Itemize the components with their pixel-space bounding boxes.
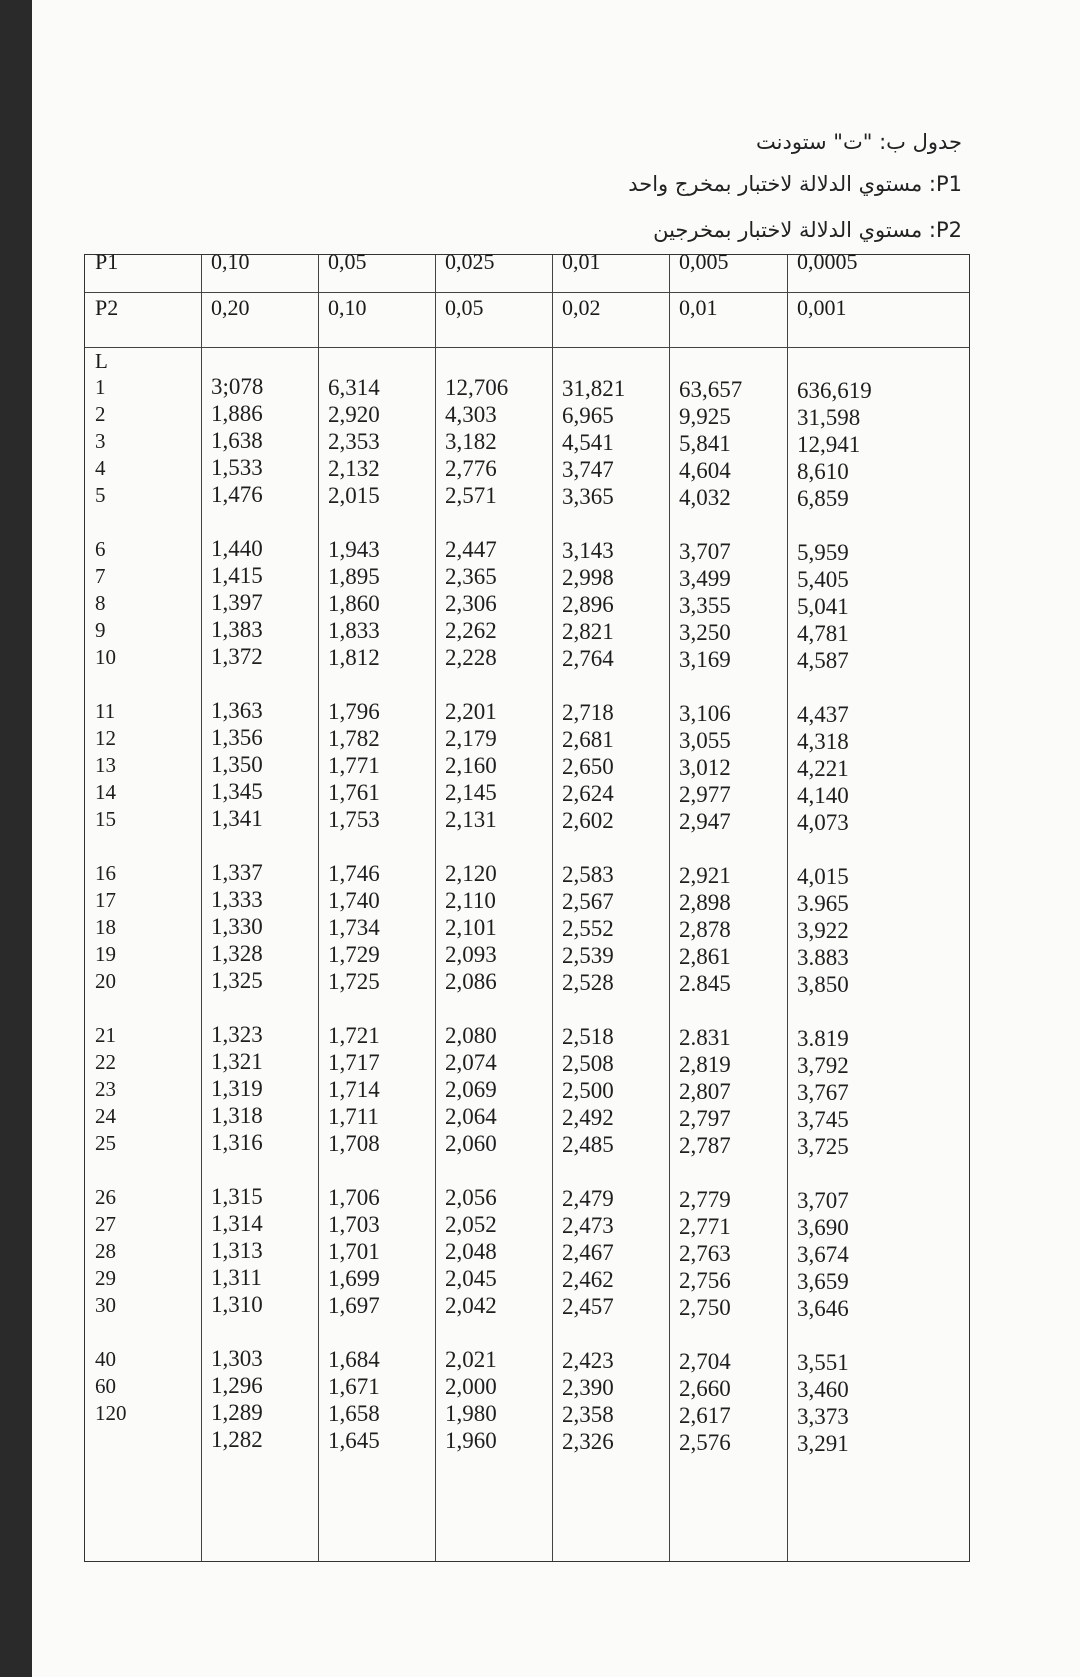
df-label: 9 xyxy=(95,618,106,642)
critical-value-cell: 4,140 xyxy=(797,783,849,808)
critical-value-cell: 2,756 xyxy=(679,1268,731,1293)
critical-value-cell: 1,703 xyxy=(328,1212,380,1237)
critical-value-cell: 636,619 xyxy=(797,378,872,403)
critical-value-cell: 2,056 xyxy=(445,1185,497,1210)
critical-value-cell: 2,819 xyxy=(679,1052,731,1077)
critical-value-cell: 1,282 xyxy=(211,1427,263,1452)
critical-value-cell: 4,015 xyxy=(797,864,849,889)
df-label: 29 xyxy=(95,1266,116,1290)
critical-value-cell: 2,977 xyxy=(679,782,731,807)
critical-value-cell: 4,541 xyxy=(562,430,614,455)
critical-value-cell: 1,860 xyxy=(328,591,380,616)
critical-value-cell: 3.883 xyxy=(797,945,849,970)
df-label: 13 xyxy=(95,753,116,777)
column-divider xyxy=(552,255,553,1561)
critical-value-cell: 1,711 xyxy=(328,1104,379,1129)
critical-value-cell: 2,718 xyxy=(562,700,614,725)
df-label: 23 xyxy=(95,1077,116,1101)
critical-value-cell: 2,500 xyxy=(562,1078,614,1103)
p2-value: 0,01 xyxy=(679,295,718,320)
critical-value-cell: 2,567 xyxy=(562,889,614,914)
critical-value-cell: 3,460 xyxy=(797,1377,849,1402)
critical-value-cell: 3,365 xyxy=(562,484,614,509)
critical-value-cell: 1,303 xyxy=(211,1346,263,1371)
df-label: 26 xyxy=(95,1185,116,1209)
critical-value-cell: 2,660 xyxy=(679,1376,731,1401)
critical-value-cell: 4,781 xyxy=(797,621,849,646)
critical-value-cell: 2,015 xyxy=(328,483,380,508)
critical-value-cell: 3,767 xyxy=(797,1080,849,1105)
critical-value-cell: 2,101 xyxy=(445,915,497,940)
critical-value-cell: 1,671 xyxy=(328,1374,380,1399)
critical-value-cell: 1,316 xyxy=(211,1130,263,1155)
critical-value-cell: 2,060 xyxy=(445,1131,497,1156)
critical-value-cell: 8,610 xyxy=(797,459,849,484)
critical-value-cell: 2,576 xyxy=(679,1430,731,1455)
critical-value-cell: 2,920 xyxy=(328,402,380,427)
critical-value-cell: 3,355 xyxy=(679,593,731,618)
critical-value-cell: 2,624 xyxy=(562,781,614,806)
critical-value-cell: 4,032 xyxy=(679,485,731,510)
critical-value-cell: 3,250 xyxy=(679,620,731,645)
row-divider xyxy=(85,347,969,348)
critical-value-cell: 1,296 xyxy=(211,1373,263,1398)
critical-value-cell: 5,041 xyxy=(797,594,849,619)
critical-value-cell: 6,314 xyxy=(328,375,380,400)
critical-value-cell: 2,878 xyxy=(679,917,731,942)
critical-value-cell: 1,319 xyxy=(211,1076,263,1101)
critical-value-cell: 2,262 xyxy=(445,618,497,643)
critical-value-cell: 1,771 xyxy=(328,753,380,778)
df-label: 12 xyxy=(95,726,116,750)
critical-value-cell: 2,042 xyxy=(445,1293,497,1318)
critical-value-cell: 6,859 xyxy=(797,486,849,511)
critical-value-cell: 3,143 xyxy=(562,538,614,563)
critical-value-cell: 3,922 xyxy=(797,918,849,943)
critical-value-cell: 2,898 xyxy=(679,890,731,915)
critical-value-cell: 3.819 xyxy=(797,1026,849,1051)
p1-value: 0,0005 xyxy=(797,249,858,274)
critical-value-cell: 2,998 xyxy=(562,565,614,590)
critical-value-cell: 2,120 xyxy=(445,861,497,886)
student-t-table xyxy=(84,249,970,1562)
critical-value-cell: 2,462 xyxy=(562,1267,614,1292)
critical-value-cell: 1,796 xyxy=(328,699,380,724)
critical-value-cell: 2,048 xyxy=(445,1239,497,1264)
critical-value-cell: 2,069 xyxy=(445,1077,497,1102)
critical-value-cell: 2,365 xyxy=(445,564,497,589)
critical-value-cell: 3,674 xyxy=(797,1242,849,1267)
critical-value-cell: 1,310 xyxy=(211,1292,263,1317)
critical-value-cell: 2,771 xyxy=(679,1214,731,1239)
df-label: 24 xyxy=(95,1104,116,1128)
p1-label: P1 xyxy=(95,249,119,274)
critical-value-cell: 2,390 xyxy=(562,1375,614,1400)
critical-value-cell: 2,093 xyxy=(445,942,497,967)
critical-value-cell: 3,169 xyxy=(679,647,731,672)
critical-value-cell: 3,690 xyxy=(797,1215,849,1240)
critical-value-cell: 2,681 xyxy=(562,727,614,752)
df-label: 10 xyxy=(95,645,116,669)
critical-value-cell: 1,699 xyxy=(328,1266,380,1291)
critical-value-cell: 2,617 xyxy=(679,1403,731,1428)
critical-value-cell: 3;078 xyxy=(211,374,264,399)
critical-value-cell: 3,551 xyxy=(797,1350,849,1375)
critical-value-cell: 3,850 xyxy=(797,972,849,997)
df-label: 22 xyxy=(95,1050,116,1074)
df-label: 7 xyxy=(95,564,106,588)
df-label: 8 xyxy=(95,591,106,615)
critical-value-cell: 3,012 xyxy=(679,755,731,780)
critical-value-cell: 1,725 xyxy=(328,969,380,994)
critical-value-cell: 2,508 xyxy=(562,1051,614,1076)
df-label: 16 xyxy=(95,861,116,885)
critical-value-cell: 1,415 xyxy=(211,563,263,588)
critical-value-cell: 1,740 xyxy=(328,888,380,913)
p2-value: 0,001 xyxy=(797,295,847,320)
critical-value-cell: 2,479 xyxy=(562,1186,614,1211)
critical-value-cell: 2,110 xyxy=(445,888,496,913)
critical-value-cell: 4,221 xyxy=(797,756,849,781)
critical-value-cell: 1,812 xyxy=(328,645,380,670)
critical-value-cell: 3,725 xyxy=(797,1134,849,1159)
critical-value-cell: 1,476 xyxy=(211,482,263,507)
critical-value-cell: 4,073 xyxy=(797,810,849,835)
column-divider xyxy=(201,255,202,1561)
critical-value-cell: 5,959 xyxy=(797,540,849,565)
critical-value-cell: 2,921 xyxy=(679,863,731,888)
critical-value-cell: 1,345 xyxy=(211,779,263,804)
p2-value: 0,20 xyxy=(211,295,250,320)
df-label: 4 xyxy=(95,456,106,480)
critical-value-cell: 2,571 xyxy=(445,483,497,508)
critical-value-cell: 2,447 xyxy=(445,537,497,562)
critical-value-cell: 12,706 xyxy=(445,375,509,400)
critical-value-cell: 2,896 xyxy=(562,592,614,617)
critical-value-cell: 1,323 xyxy=(211,1022,263,1047)
critical-value-cell: 2,326 xyxy=(562,1429,614,1454)
critical-value-cell: 1,701 xyxy=(328,1239,380,1264)
p2-value: 0,02 xyxy=(562,295,601,320)
critical-value-cell: 4,318 xyxy=(797,729,849,754)
df-label: 30 xyxy=(95,1293,116,1317)
critical-value-cell: 3,291 xyxy=(797,1431,849,1456)
critical-value-cell: 4,604 xyxy=(679,458,731,483)
critical-value-cell: 1,321 xyxy=(211,1049,263,1074)
df-label: 120 xyxy=(95,1401,127,1425)
critical-value-cell: 2,132 xyxy=(328,456,380,481)
critical-value-cell: 1,960 xyxy=(445,1428,497,1453)
df-label: 21 xyxy=(95,1023,116,1047)
df-label: 19 xyxy=(95,942,116,966)
p2-label: P2 xyxy=(95,295,119,320)
critical-value-cell: 2,201 xyxy=(445,699,497,724)
critical-value-cell: 1,729 xyxy=(328,942,380,967)
critical-value-cell: 2,485 xyxy=(562,1132,614,1157)
critical-value-cell: 2,704 xyxy=(679,1349,731,1374)
critical-value-cell: 1,645 xyxy=(328,1428,380,1453)
critical-value-cell: 3,707 xyxy=(679,539,731,564)
p1-description: P1: مستوي الدلالة لاختبار بمخرج واحد xyxy=(628,172,962,196)
critical-value-cell: 2,861 xyxy=(679,944,731,969)
critical-value-cell: 2,650 xyxy=(562,754,614,779)
critical-value-cell: 3,707 xyxy=(797,1188,849,1213)
critical-value-cell: 1,318 xyxy=(211,1103,263,1128)
critical-value-cell: 1,533 xyxy=(211,455,263,480)
p1-value: 0,05 xyxy=(328,249,367,274)
critical-value-cell: 3,055 xyxy=(679,728,731,753)
critical-value-cell: 2,052 xyxy=(445,1212,497,1237)
critical-value-cell: 1,708 xyxy=(328,1131,380,1156)
critical-value-cell: 1,289 xyxy=(211,1400,263,1425)
critical-value-cell: 6,965 xyxy=(562,403,614,428)
critical-value-cell: 4,587 xyxy=(797,648,849,673)
critical-value-cell: 1,341 xyxy=(211,806,263,831)
df-label: 27 xyxy=(95,1212,116,1236)
critical-value-cell: 2,947 xyxy=(679,809,731,834)
df-label: 40 xyxy=(95,1347,116,1371)
critical-value-cell: 2,797 xyxy=(679,1106,731,1131)
critical-value-cell: 1,337 xyxy=(211,860,263,885)
critical-value-cell: 2,306 xyxy=(445,591,497,616)
critical-value-cell: 3,646 xyxy=(797,1296,849,1321)
critical-value-cell: 2,080 xyxy=(445,1023,497,1048)
critical-value-cell: 1,697 xyxy=(328,1293,380,1318)
critical-value-cell: 1,761 xyxy=(328,780,380,805)
critical-value-cell: 1,325 xyxy=(211,968,263,993)
column-divider xyxy=(787,255,788,1561)
critical-value-cell: 2,131 xyxy=(445,807,497,832)
critical-value-cell: 4,437 xyxy=(797,702,849,727)
critical-value-cell: 2,145 xyxy=(445,780,497,805)
critical-value-cell: 2,045 xyxy=(445,1266,497,1291)
critical-value-cell: 2,179 xyxy=(445,726,497,751)
df-label: 3 xyxy=(95,429,106,453)
critical-value-cell: 2,467 xyxy=(562,1240,614,1265)
critical-value-cell: 2,552 xyxy=(562,916,614,941)
critical-value-cell: 2,539 xyxy=(562,943,614,968)
critical-value-cell: 1,333 xyxy=(211,887,263,912)
critical-value-cell: 1,717 xyxy=(328,1050,380,1075)
critical-value-cell: 1,638 xyxy=(211,428,263,453)
critical-value-cell: 1,313 xyxy=(211,1238,263,1263)
critical-value-cell: 1,886 xyxy=(211,401,263,426)
row-divider xyxy=(85,292,969,293)
critical-value-cell: 3,745 xyxy=(797,1107,849,1132)
critical-value-cell: 2,602 xyxy=(562,808,614,833)
df-label: 6 xyxy=(95,537,106,561)
df-label: 17 xyxy=(95,888,116,912)
df-label: 2 xyxy=(95,402,106,426)
df-label: 5 xyxy=(95,483,106,507)
critical-value-cell: 1,833 xyxy=(328,618,380,643)
critical-value-cell: 2,583 xyxy=(562,862,614,887)
critical-value-cell: 31,598 xyxy=(797,405,861,430)
critical-value-cell: 5,841 xyxy=(679,431,731,456)
critical-value-cell: 1,372 xyxy=(211,644,263,669)
critical-value-cell: 2,228 xyxy=(445,645,497,670)
critical-value-cell: 1,363 xyxy=(211,698,263,723)
critical-value-cell: 2,000 xyxy=(445,1374,497,1399)
df-label: 25 xyxy=(95,1131,116,1155)
table-title: جدول ب: "ت" ستودنت xyxy=(756,130,962,154)
critical-value-cell: 1,734 xyxy=(328,915,380,940)
critical-value-cell: 2,457 xyxy=(562,1294,614,1319)
critical-value-cell: 3,659 xyxy=(797,1269,849,1294)
p1-value: 0,025 xyxy=(445,249,495,274)
p2-value: 0,05 xyxy=(445,295,484,320)
critical-value-cell: 2,763 xyxy=(679,1241,731,1266)
critical-value-cell: 2,750 xyxy=(679,1295,731,1320)
df-label: 60 xyxy=(95,1374,116,1398)
p1-value: 0,01 xyxy=(562,249,601,274)
critical-value-cell: 1,895 xyxy=(328,564,380,589)
critical-value-cell: 3,747 xyxy=(562,457,614,482)
critical-value-cell: 3.965 xyxy=(797,891,849,916)
critical-value-cell: 2,518 xyxy=(562,1024,614,1049)
column-divider xyxy=(669,255,670,1561)
critical-value-cell: 2,358 xyxy=(562,1402,614,1427)
critical-value-cell: 3,106 xyxy=(679,701,731,726)
critical-value-cell: 2,423 xyxy=(562,1348,614,1373)
critical-value-cell: 9,925 xyxy=(679,404,731,429)
df-label: 14 xyxy=(95,780,116,804)
critical-value-cell: 2,807 xyxy=(679,1079,731,1104)
critical-value-cell: 5,405 xyxy=(797,567,849,592)
critical-value-cell: 1,314 xyxy=(211,1211,263,1236)
critical-value-cell: 1,328 xyxy=(211,941,263,966)
critical-value-cell: 2.831 xyxy=(679,1025,731,1050)
critical-value-cell: 4,303 xyxy=(445,402,497,427)
critical-value-cell: 1,383 xyxy=(211,617,263,642)
critical-value-cell: 1,684 xyxy=(328,1347,380,1372)
critical-value-cell: 2,528 xyxy=(562,970,614,995)
critical-value-cell: 2,764 xyxy=(562,646,614,671)
critical-value-cell: 2,473 xyxy=(562,1213,614,1238)
critical-value-cell: 2,787 xyxy=(679,1133,731,1158)
critical-value-cell: 63,657 xyxy=(679,377,743,402)
critical-value-cell: 2,086 xyxy=(445,969,497,994)
critical-value-cell: 1,746 xyxy=(328,861,380,886)
p2-description: P2: مستوي الدلالة لاختبار بمخرجين xyxy=(653,218,962,242)
critical-value-cell: 2,492 xyxy=(562,1105,614,1130)
critical-value-cell: 1,980 xyxy=(445,1401,497,1426)
p2-value: 0,10 xyxy=(328,295,367,320)
critical-value-cell: 2,021 xyxy=(445,1347,497,1372)
critical-value-cell: 2,160 xyxy=(445,753,497,778)
critical-value-cell: 2,074 xyxy=(445,1050,497,1075)
column-divider xyxy=(318,255,319,1561)
critical-value-cell: 2,821 xyxy=(562,619,614,644)
critical-value-cell: 31,821 xyxy=(562,376,626,401)
critical-value-cell: 2.845 xyxy=(679,971,731,996)
critical-value-cell: 2,064 xyxy=(445,1104,497,1129)
critical-value-cell: 1,658 xyxy=(328,1401,380,1426)
critical-value-cell: 1,311 xyxy=(211,1265,262,1290)
df-label: 15 xyxy=(95,807,116,831)
critical-value-cell: 1,397 xyxy=(211,590,263,615)
critical-value-cell: 2,776 xyxy=(445,456,497,481)
df-label: 28 xyxy=(95,1239,116,1263)
critical-value-cell: 2,353 xyxy=(328,429,380,454)
critical-value-cell: 3,499 xyxy=(679,566,731,591)
critical-value-cell: 1,943 xyxy=(328,537,380,562)
critical-value-cell: 1,721 xyxy=(328,1023,380,1048)
df-label: 20 xyxy=(95,969,116,993)
df-label: 18 xyxy=(95,915,116,939)
df-label: 1 xyxy=(95,375,106,399)
critical-value-cell: 3,792 xyxy=(797,1053,849,1078)
critical-value-cell: 12,941 xyxy=(797,432,861,457)
critical-value-cell: 1,315 xyxy=(211,1184,263,1209)
p1-value: 0,10 xyxy=(211,249,250,274)
critical-value-cell: 1,330 xyxy=(211,914,263,939)
critical-value-cell: 2,779 xyxy=(679,1187,731,1212)
critical-value-cell: 1,356 xyxy=(211,725,263,750)
critical-value-cell: 1,753 xyxy=(328,807,380,832)
p1-value: 0,005 xyxy=(679,249,729,274)
df-label: 11 xyxy=(95,699,116,723)
column-divider xyxy=(435,255,436,1561)
critical-value-cell: 3,373 xyxy=(797,1404,849,1429)
critical-value-cell: 1,440 xyxy=(211,536,263,561)
critical-value-cell: 3,182 xyxy=(445,429,497,454)
critical-value-cell: 1,714 xyxy=(328,1077,380,1102)
l-label: L xyxy=(95,349,108,373)
critical-value-cell: 1,782 xyxy=(328,726,380,751)
critical-value-cell: 1,706 xyxy=(328,1185,380,1210)
critical-value-cell: 1,350 xyxy=(211,752,263,777)
